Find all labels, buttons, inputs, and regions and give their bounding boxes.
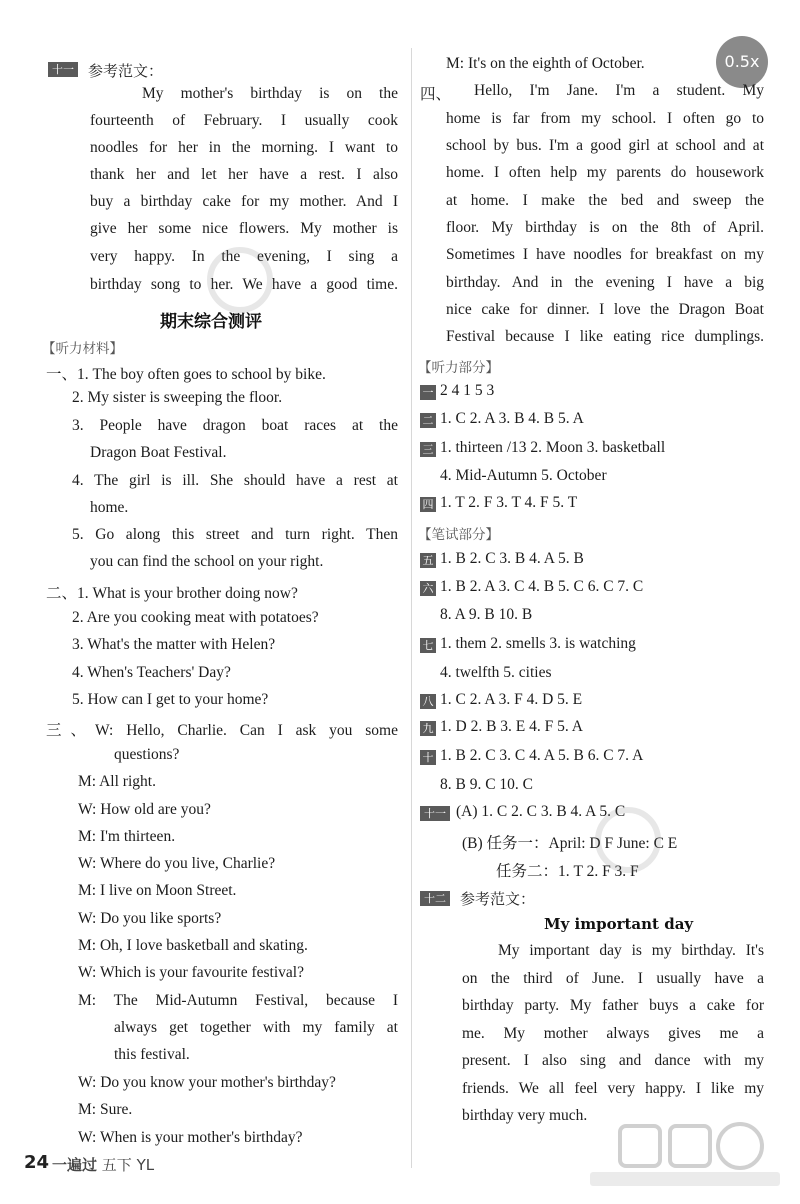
column-divider (411, 48, 412, 1168)
dialogue-line: M: Oh, I love basketball and skating. (78, 937, 308, 954)
answer-tag: 二 (420, 413, 436, 428)
answer-tag: 三 (420, 442, 436, 457)
essay2-line: My important day is my birthday. It's (498, 942, 764, 959)
dialogue-line: M: It's on the eighth of October. (446, 55, 645, 72)
listening-line: 4. The girl is ill. She should have a rest at (72, 472, 398, 489)
listening-line: 2. My sister is sweeping the floor. (72, 389, 283, 406)
exam-title: 期末综合测评 (160, 312, 262, 332)
essay2-line: birthday very much. (462, 1107, 588, 1124)
essay-line: birthday song to her. We have a good time. (90, 276, 398, 293)
written-part-header: 【笔试部分】 (418, 527, 499, 543)
dialogue-line: M: All right. (78, 773, 156, 790)
passage-line: at home. I make the bed and sweep the (446, 192, 764, 209)
section-tag-11: 十一 (48, 62, 78, 77)
listening-material-header: 【听力材料】 (42, 341, 123, 357)
answer-tag: 四 (420, 497, 436, 512)
listening-line: you can find the school on your right. (90, 553, 324, 570)
dialogue-line: W: Where do you live, Charlie? (78, 855, 276, 872)
listening-line: 5. How can I get to your home? (72, 691, 269, 708)
answer-line: 1. C 2. A 3. F 4. D 5. E (440, 691, 583, 708)
answer-tag: 五 (420, 553, 436, 568)
answer-line: 1. T 2. F 3. T 4. F 5. T (440, 494, 578, 511)
passage-line: Hello, I'm Jane. I'm a student. My (474, 82, 764, 99)
passage-line: school by bus. I'm a good girl at school and at (446, 137, 764, 154)
listening-line: 一、1. The boy often goes to school by bike. (46, 366, 326, 383)
watermark-stamp-icon (588, 800, 668, 880)
answer-tag: 十 (420, 750, 436, 765)
answer-line: 1. thirteen /13 2. Moon 3. basketball (440, 439, 666, 456)
series-name: 一遍过 (52, 1156, 98, 1174)
answer-line: 1. D 2. B 3. E 4. F 5. A (440, 718, 583, 735)
dialogue-line: M: Sure. (78, 1101, 133, 1118)
dialogue-line: W: Do you know your mother's birthday? (78, 1074, 336, 1091)
passage-line: Festival because I like eating rice dumplings. (446, 328, 764, 345)
listening-line: 4. When's Teachers' Day? (72, 664, 231, 681)
answer-tag: 八 (420, 694, 436, 709)
essay-line: thank her and let her have a rest. I also (90, 166, 398, 183)
passage-line: floor. My birthday is on the 8th of April. (446, 219, 764, 236)
dialogue-line: W: When is your mother's birthday? (78, 1129, 303, 1146)
page-number: 24 (24, 1152, 50, 1173)
essay2-line: on the third of June. I usually have a (462, 970, 764, 987)
answer-line: (A) 1. C 2. C 3. B 4. A 5. C (456, 803, 626, 820)
essay-line: give her some nice flowers. My mother is (90, 220, 398, 237)
dialogue-line: M: I live on Moon Street. (78, 882, 237, 899)
dialogue-line: W: Which is your favourite festival? (78, 964, 304, 981)
essay2-line: present. I also sing and dance with my (462, 1052, 764, 1069)
dialogue-line: 三、W: Hello, Charlie. Can I ask you some (46, 722, 398, 739)
answer-line: 2 4 1 5 3 (440, 382, 495, 399)
essay2-label: 参考范文： (460, 890, 536, 908)
answer-tag: 九 (420, 721, 436, 736)
answer-line: 4. twelfth 5. cities (440, 664, 552, 681)
essay-line: noodles for her in the morning. I want to (90, 139, 398, 156)
listening-line: 5. Go along this street and turn right. Then (72, 526, 398, 543)
answer-line: (B) 任务一：April: D F June: C E (462, 835, 678, 852)
essay2-line: friends. We all feel very happy. I like my (462, 1080, 764, 1097)
answer-line: 1. C 2. A 3. B 4. B 5. A (440, 410, 584, 427)
essay-line: very happy. In the evening, I sing a (90, 248, 398, 265)
dialogue-line: W: Do you like sports? (78, 910, 222, 927)
listening-line: 3. What's the matter with Helen? (72, 636, 276, 653)
dialogue-line: this festival. (114, 1046, 190, 1063)
answer-line: 4. Mid-Autumn 5. October (440, 467, 607, 484)
answer-line: 8. A 9. B 10. B (440, 606, 533, 623)
passage-line: home is far from my school. I often go to (446, 110, 764, 127)
listening-line: 二、1. What is your brother doing now? (46, 585, 298, 602)
listening-line: 2. Are you cooking meat with potatoes? (72, 609, 319, 626)
answer-tag: 一 (420, 385, 436, 400)
answer-tag: 十一 (420, 806, 450, 821)
passage-line: birthday. And in the evening I have a big (446, 274, 764, 291)
answer-tag: 六 (420, 581, 436, 596)
answer-line: 1. B 2. A 3. C 4. B 5. C 6. C 7. C (440, 578, 644, 595)
passage-line: home. I often help my parents do housework (446, 164, 764, 181)
dialogue-line: W: How old are you? (78, 801, 211, 818)
answer-line: 任务二：1. T 2. F 3. F (496, 863, 639, 880)
listening-line: home. (90, 499, 129, 516)
passage-line: Sometimes I have noodles for breakfast on my (446, 246, 764, 263)
section-tag-12: 十二 (420, 891, 450, 906)
answer-line: 1. B 2. C 3. B 4. A 5. B (440, 550, 584, 567)
essay-line: fourteenth of February. I usually cook (90, 112, 398, 129)
listening-line: Dragon Boat Festival. (90, 444, 227, 461)
dialogue-line: M: I'm thirteen. (78, 828, 176, 845)
essay-line: My mother's birthday is on the (142, 85, 398, 102)
essay2-line: birthday party. My father buys a cake for (462, 997, 764, 1014)
watermark-logo-icon (570, 1112, 790, 1192)
grade-label: 五下 YL (101, 1156, 155, 1174)
playback-speed-badge[interactable]: 0.5x (716, 36, 768, 88)
listening-line: 3. People have dragon boat races at the (72, 417, 398, 434)
dialogue-line: always get together with my family at (114, 1019, 398, 1036)
answer-line: 1. B 2. C 3. C 4. A 5. B 6. C 7. A (440, 747, 644, 764)
essay2-line: me. My mother always gives me a (462, 1025, 764, 1042)
essay-line: buy a birthday cake for my mother. And I (90, 193, 398, 210)
dialogue-line: questions? (114, 746, 180, 763)
watermark-stamp-icon (200, 240, 280, 320)
answer-line: 8. B 9. C 10. C (440, 776, 534, 793)
essay2-title: My important day (544, 915, 694, 933)
answer-line: 1. them 2. smells 3. is watching (440, 635, 636, 652)
section-4-label: 四、 (420, 86, 452, 103)
answer-tag: 七 (420, 638, 436, 653)
footer-series (52, 1154, 154, 1175)
dialogue-line: M: The Mid-Autumn Festival, because I (78, 992, 398, 1009)
passage-line: nice cake for dinner. I love the Dragon Boat (446, 301, 764, 318)
listening-part-header: 【听力部分】 (418, 360, 499, 376)
essay-label: 参考范文： (88, 62, 164, 80)
